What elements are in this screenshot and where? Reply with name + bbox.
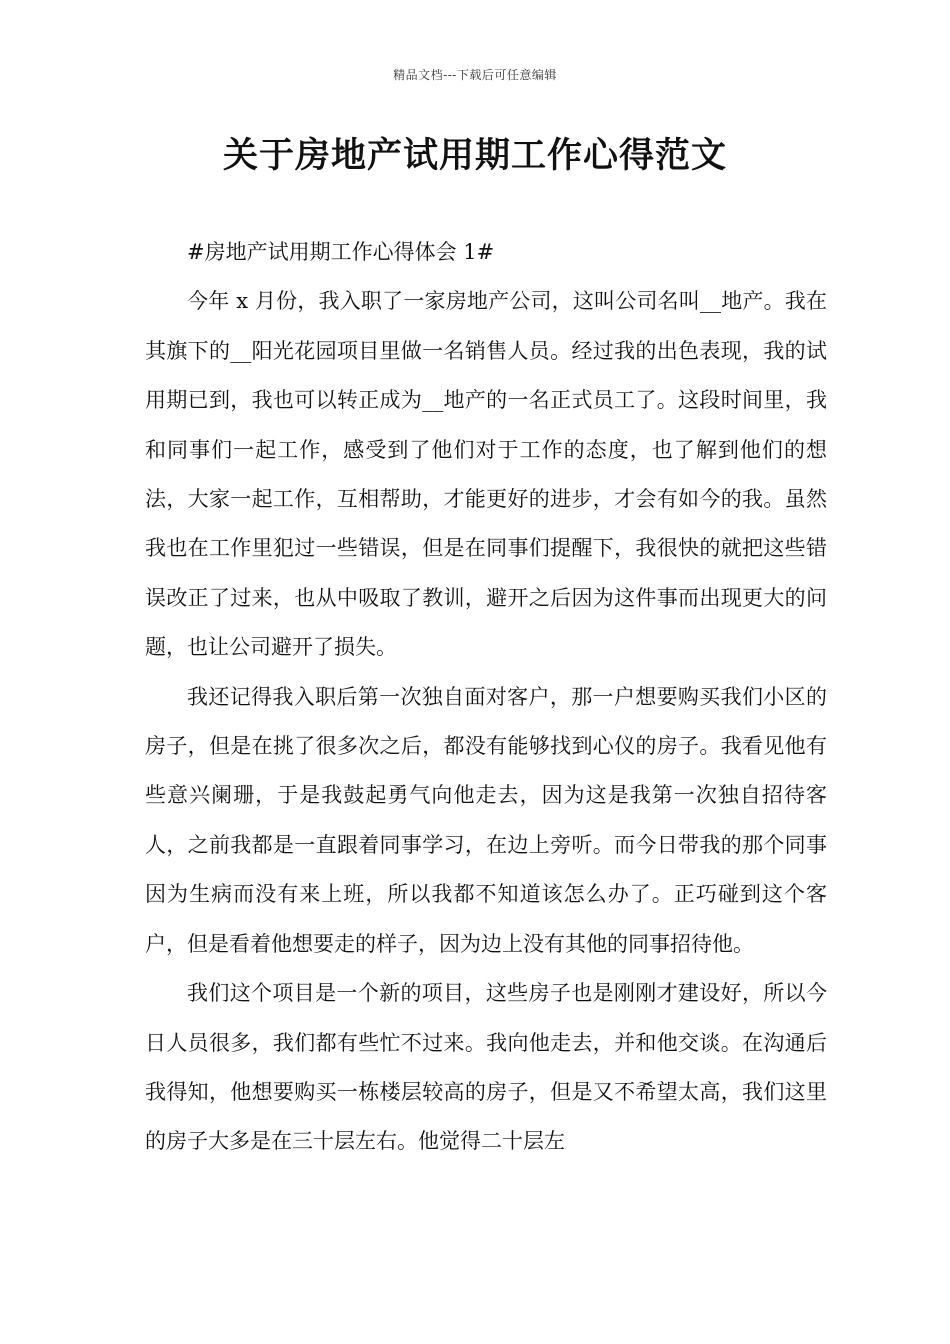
paragraph-2: 我还记得我入职后第一次独自面对客户，那一户想要购买我们小区的房子，但是在挑了很多次之后，都没有能够找到心仪的房子。我看见他有些意兴阑珊，于是我鼓起勇气向他走去，因为这是我第一次独自招待客人，之前我都是一直跟着同事学习，在边上旁听。而今日带我的那个同事因为生病而没有来上班，所以我都不知道该怎么办了。正巧碰到这个客户，但是看着他想要走的样子，因为边上没有其他的同事招待他。 xyxy=(145,684,827,956)
paragraph-3: 我们这个项目是一个新的项目，这些房子也是刚刚才建设好，所以今日人员很多，我们都有些忙不过来。我向他走去，并和他交谈。在沟通后我得知，他想要购买一栋楼层较高的房子，但是又不希望太高，我们这里的房子大多是在三十层左右。他觉得二十层左 xyxy=(145,981,827,1154)
header-note: 精品文档---下载后可任意编辑 xyxy=(393,68,557,82)
document-body xyxy=(145,228,827,1167)
section-subheading: #房地产试用期工作心得体会 1# xyxy=(187,240,495,264)
document-title: 关于房地产试用期工作心得范文 xyxy=(222,135,727,176)
paragraph-1: 今年 x 月份，我入职了一家房地产公司，这叫公司名叫__地产。我在其旗下的__阳光花园项目里做一名销售人员。经过我的出色表现，我的试用期已到，我也可以转正成为__地产的一名正式员工了。这段时间里，我和同事们一起工作，感受到了他们对于工作的态度，也了解到他们的想法，大家一起工作，互相帮助，才能更好的进步，才会有如今的我。虽然我也在工作里犯过一些错误，但是在同事们提醒下，我很快的就把这些错误改正了过来，也从中吸取了教训，避开之后因为这件事而出现更大的问题，也让公司避开了损失。 xyxy=(145,289,827,660)
